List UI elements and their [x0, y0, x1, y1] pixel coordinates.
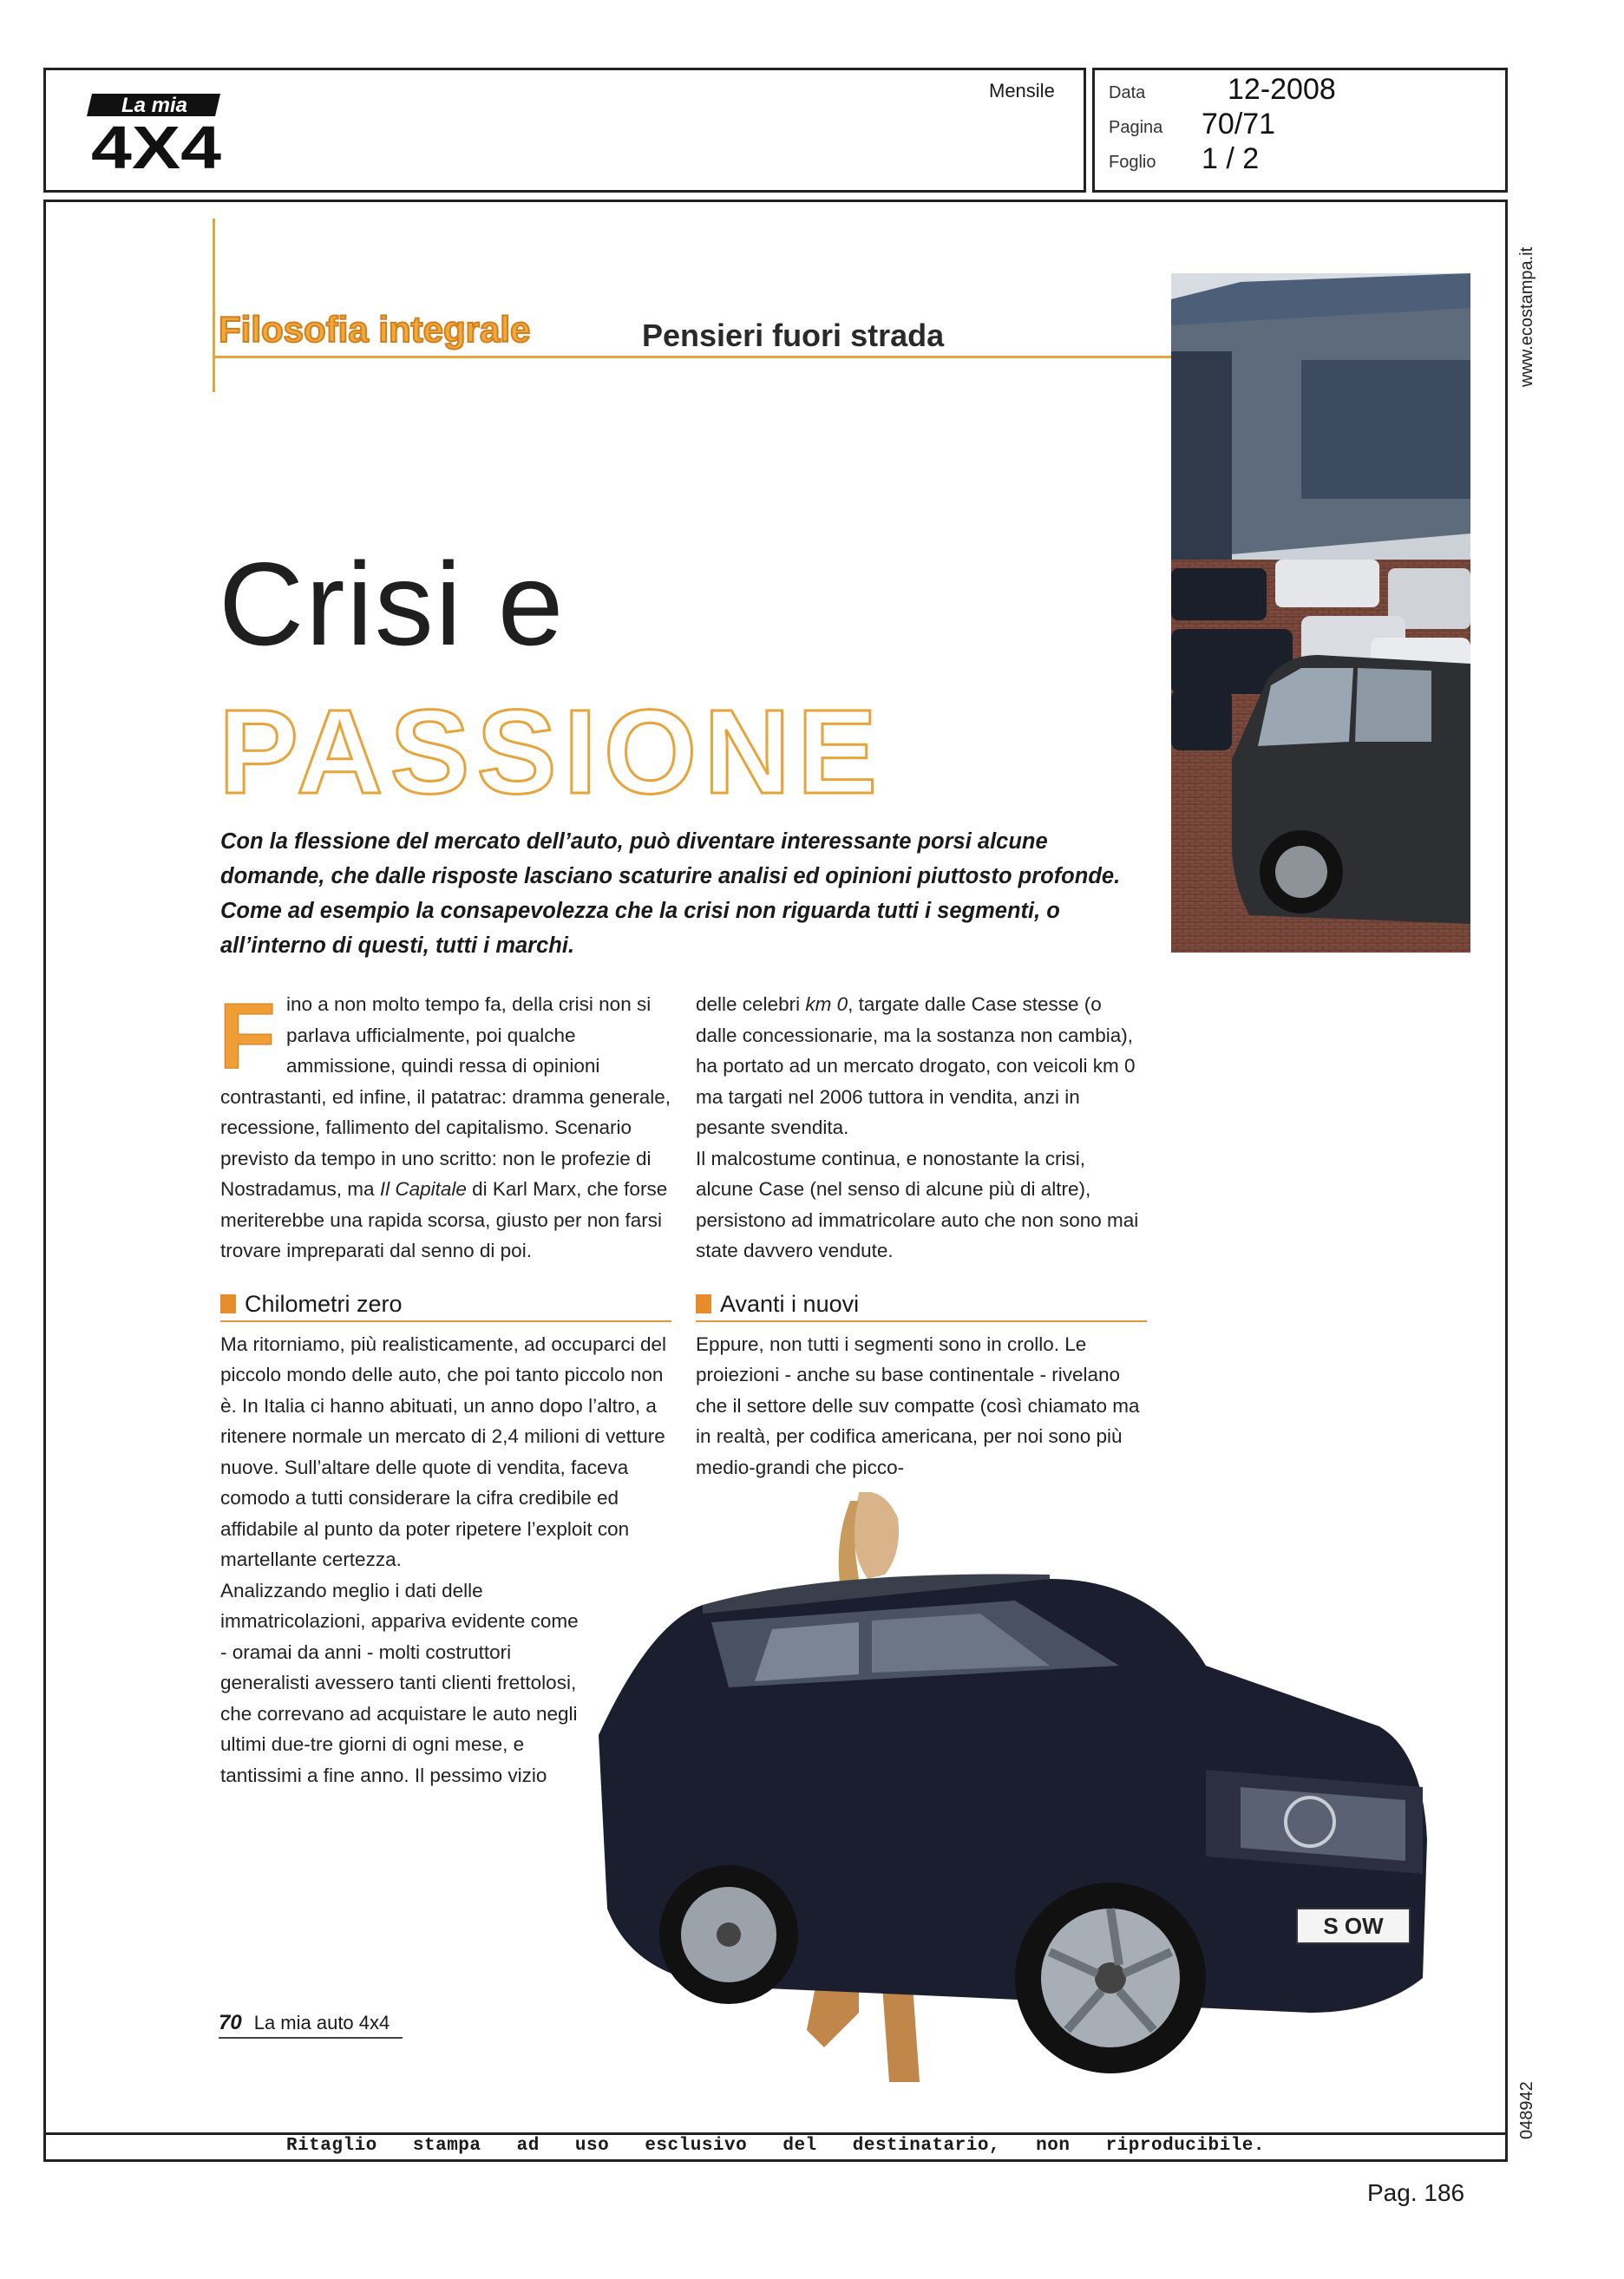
- logo-big-text: 4X4: [91, 114, 222, 174]
- col1-paragraph-1: ino a non molto tempo fa, della crisi non si parlava ufficialmente, poi qualche ammissione, quindi ressa di opinioni contrastanti, ed infine, il patatrac: dramma generale, recessione, fallimento del capitalismo. Scenario previsto da tempo in uno scritto: non le profezie di Nostradamus, ma: [220, 993, 671, 1200]
- data-label: Data: [1109, 83, 1146, 102]
- accent-vertical-rule: [213, 219, 215, 392]
- subhead-avanti-i-nuovi: [696, 1289, 1147, 1322]
- side-url-text: www.ecostampa.it: [1517, 246, 1536, 387]
- side-url: [1509, 217, 1541, 390]
- dealership-photo: [1171, 273, 1470, 953]
- article-column-2: [696, 989, 1147, 1483]
- title-line-1: Crisi e: [219, 538, 566, 670]
- col2-paragraph-1: [696, 989, 1147, 1143]
- pagina-label: Pagina: [1109, 118, 1163, 137]
- col1-italic-title: Il Capitale: [379, 1178, 467, 1200]
- col2-paragraph-1-end: , targate dalle Case stesse (o dalle concessionarie, ma la sostanza non cambia), ha portato ad un mercato drogato, con veicoli km 0 ma targati nel 2006 tuttora in vendita, anzi in pesante svendita.: [696, 993, 1136, 1138]
- subhead-square-icon: [220, 1294, 236, 1313]
- magazine-name: La mia auto 4x4: [253, 2012, 390, 2033]
- data-value: 12-2008: [1228, 73, 1336, 106]
- foglio-label: Foglio: [1109, 153, 1156, 172]
- pagina-value: 70/71: [1202, 108, 1276, 141]
- magazine-logo: [87, 87, 226, 174]
- col2-paragraph-3: Eppure, non tutti i segmenti sono in crollo. Le proiezioni - anche su base continentale - rivelano che il settore delle suv compatte (così chiamato ma in realtà, per codifica americana, per noi sono più medio-grandi che picco-: [696, 1333, 1140, 1478]
- license-plate-text: S OW: [1323, 1913, 1384, 1939]
- car-woman-photo: [599, 1492, 1431, 2082]
- section-kicker: Filosofia integrale: [219, 309, 531, 350]
- frequency-label: Mensile: [989, 80, 1055, 102]
- subhead-square-icon: [696, 1294, 711, 1313]
- col2-paragraph-1-start: delle celebri: [696, 993, 806, 1015]
- col2-italic-term: km 0: [805, 993, 848, 1015]
- drop-cap: F: [219, 983, 276, 1088]
- footer-divider: [43, 2132, 1508, 2135]
- subhead-chilometri-zero: [220, 1289, 671, 1322]
- col1-paragraph-2: Ma ritorniamo, più realisticamente, ad occuparci del piccolo mondo delle auto, che poi tanto piccolo non è. In Italia ci hanno abituati, un anno dopo l’altro, a ritenere normale un mercato di 2,4 milioni di vetture nuove. Sull’altare delle quote di vendita, faceva comodo a tutti considerare la cifra credibile ed affidabile al punto da poter ripetere l’exploit con martellante certezza.: [220, 1333, 666, 1570]
- logo-small-text: La mia: [121, 94, 188, 117]
- col1-paragraph-3: Analizzando meglio i dati delle immatricolazioni, appariva evidente come - oramai da anni - molti costruttori generalisti avessero tanti clienti frettolosi, che correvano ad acquistare le auto negli ultimi due-tre giorni di ogni mese, e tantissimi a fine anno. Il pessimo vizio: [220, 1579, 579, 1786]
- subhead-text: Chilometri zero: [245, 1290, 403, 1317]
- subhead-text: Avanti i nuovi: [720, 1290, 860, 1317]
- accent-horizontal-rule: [213, 356, 1172, 358]
- section-subtitle: Pensieri fuori strada: [642, 318, 945, 353]
- page-number-rule: [219, 2037, 403, 2039]
- footer-notice: Ritaglio stampa ad uso esclusivo del destinatario, non riproducibile.: [285, 2136, 1266, 2156]
- side-code-text: 048942: [1517, 2081, 1536, 2139]
- col2-paragraph-2: Il malcostume continua, e nonostante la crisi, alcune Case (nel senso di alcune più di altre), persistono ad immatricolare auto che non sono mai state davvero vendute.: [696, 1147, 1139, 1261]
- page-number-value: 70: [219, 2011, 242, 2034]
- article-lead: Con la flessione del mercato dell’auto, può diventare interessante porsi alcune domande, che dalle risposte lasciano scaturire analisi ed opinioni piuttosto profonde. Come ad esempio la consapevolezza che la crisi non riguarda tutti i segmenti, o all’interno di questi, tutti i marchi.: [220, 829, 1121, 958]
- page-number: [219, 2011, 390, 2035]
- foglio-value: 1 / 2: [1202, 142, 1260, 175]
- side-code: [1509, 2065, 1541, 2143]
- col1-paragraph-1-end: di Karl Marx, che forse meriterebbe una rapida scorsa, giusto per non farsi trovare impreparati dal senno di poi.: [220, 1178, 668, 1261]
- page-counter: Pag. 186: [1367, 2179, 1465, 2206]
- title-line-2: PASSIONE: [219, 685, 884, 819]
